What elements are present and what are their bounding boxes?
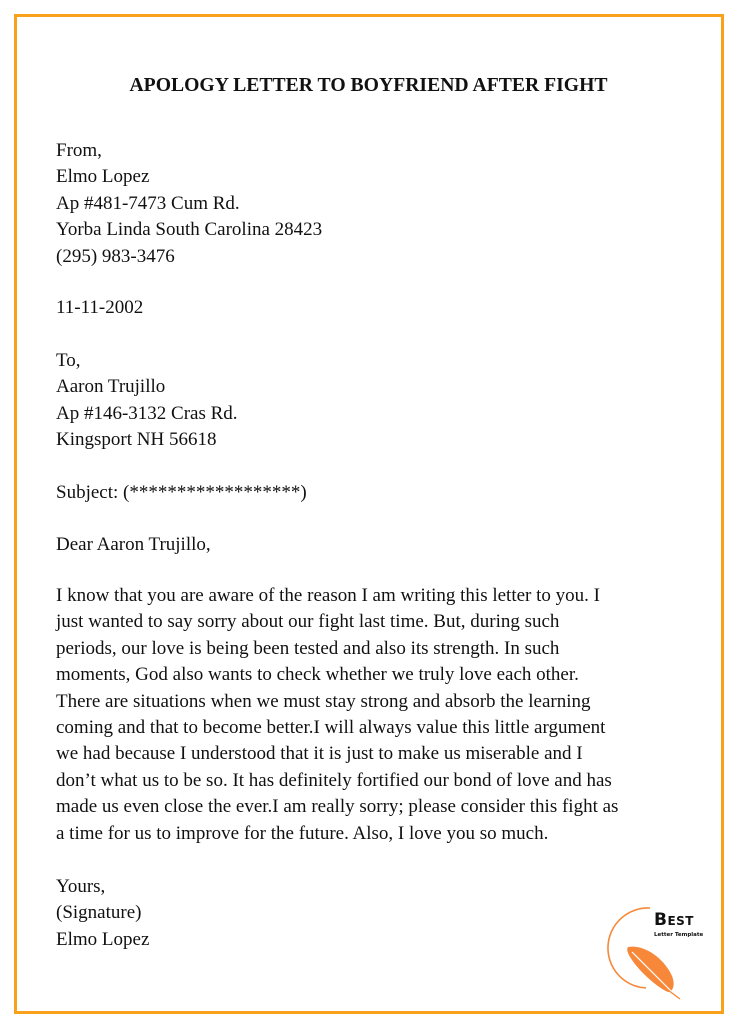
- recipient-address-line1: Ap #146-3132 Cras Rd.: [56, 402, 238, 424]
- logo-wordmark: BEST: [654, 910, 694, 930]
- logo-subtitle: Letter Template: [654, 932, 704, 938]
- sender-address-line1: Ap #481-7473 Cum Rd.: [56, 192, 240, 214]
- body-line: don’t what us to be so. It has definitely fortified our bond of love and has: [56, 769, 612, 791]
- salutation: Dear Aaron Trujillo,: [56, 534, 211, 555]
- body-line: There are situations when we must stay strong and absorb the learning: [56, 690, 591, 712]
- letter-body: [56, 583, 696, 847]
- letter-date: 11-11-2002: [56, 297, 144, 318]
- closing-name: Elmo Lopez: [56, 928, 150, 950]
- letter-title: APOLOGY LETTER TO BOYFRIEND AFTER FIGHT: [129, 74, 608, 96]
- recipient-block: [56, 348, 238, 454]
- body-line: periods, our love is being been tested and also its strength. In such: [56, 637, 560, 659]
- valediction: Yours,: [56, 876, 106, 897]
- body-line: coming and that to become better.I will always value this little argument: [56, 717, 606, 739]
- closing-block: [56, 874, 149, 953]
- recipient-address-line2: Kingsport NH 56618: [56, 429, 217, 451]
- best-letter-template-logo: [606, 900, 716, 1000]
- body-line: a time for us to improve for the future. Also, I love you so much.: [56, 822, 549, 844]
- sender-block: [56, 138, 322, 270]
- salutation-block: [56, 532, 211, 558]
- body-line: moments, God also wants to check whether we truly love each other.: [56, 664, 579, 686]
- signature-placeholder: (Signature): [56, 902, 142, 924]
- subject-line: Subject: (******************): [56, 482, 307, 503]
- body-line: made us even close the ever.I am really sorry; please consider this fight as: [56, 796, 619, 818]
- body-line: we had because I understood that it is just to make us miserable and I: [56, 743, 583, 765]
- body-line: just wanted to say sorry about our fight last time. But, during such: [56, 611, 560, 633]
- date-block: [56, 295, 143, 321]
- body-line: I know that you are aware of the reason I am writing this letter to you. I: [56, 585, 600, 606]
- recipient-name: Aaron Trujillo: [56, 376, 166, 398]
- sender-address-line2: Yorba Linda South Carolina 28423: [56, 219, 323, 241]
- sender-name: Elmo Lopez: [56, 166, 150, 188]
- recipient-label: To,: [56, 350, 81, 371]
- sender-label: From,: [56, 140, 102, 161]
- sender-phone: (295) 983-3476: [56, 245, 175, 267]
- subject-block: [56, 480, 307, 506]
